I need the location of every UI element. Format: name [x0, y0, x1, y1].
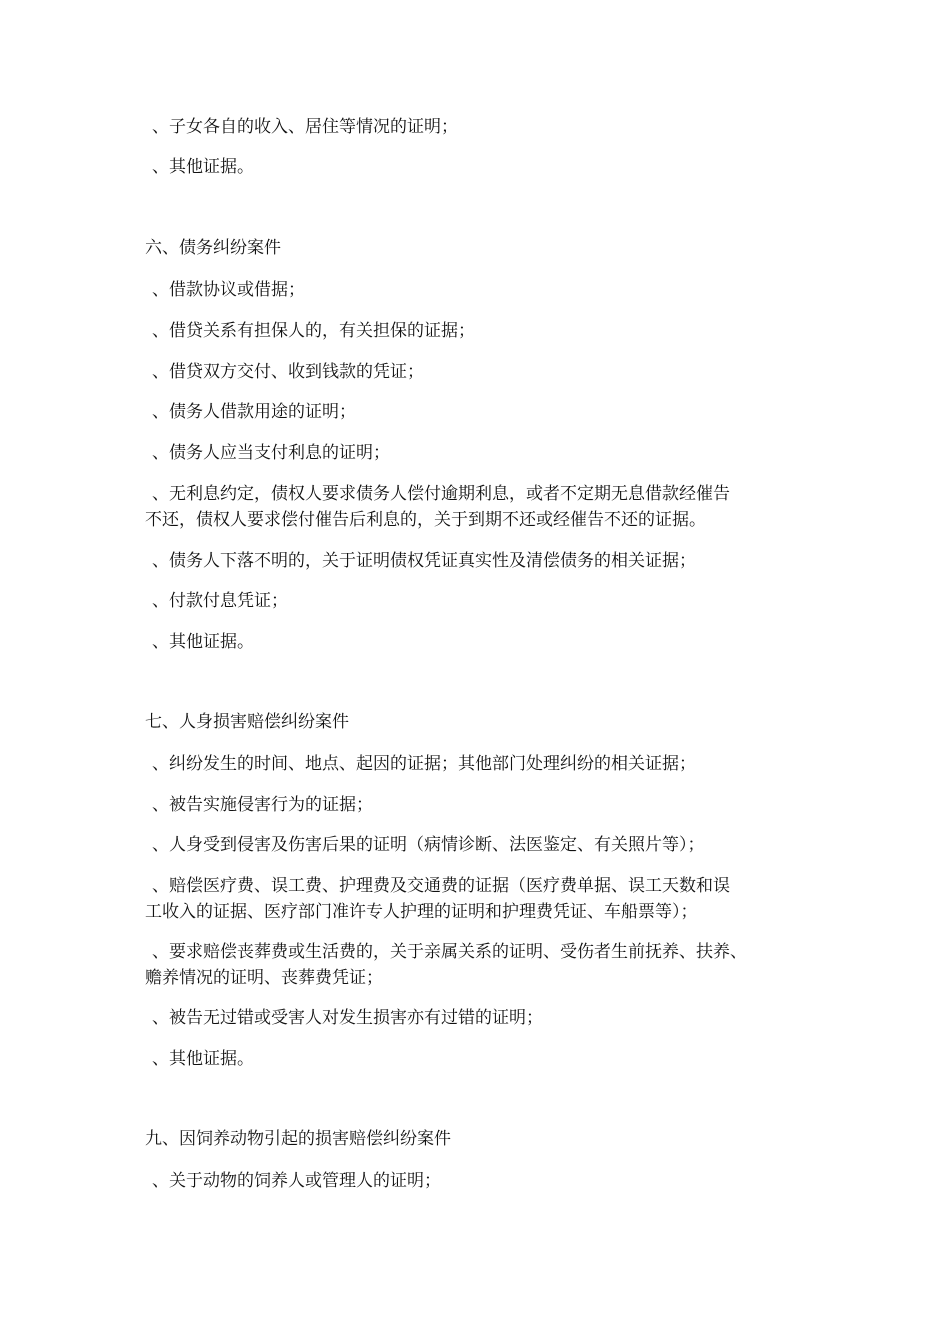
list-item: 、其他证据。: [152, 1049, 254, 1069]
list-item: 、被告无过错或受害人对发生损害亦有过错的证明；: [152, 1008, 543, 1028]
list-item: 、关于动物的饲养人或管理人的证明；: [152, 1171, 441, 1191]
list-item-line: 、要求赔偿丧葬费或生活费的，关于亲属关系的证明、受伤者生前抚养、扶养、: [152, 942, 747, 962]
list-item-line: 工收入的证据、医疗部门准许专人护理的证明和护理费凭证、车船票等）；: [145, 902, 698, 922]
list-item: 、付款付息凭证；: [152, 591, 288, 611]
section-heading: 九、因饲养动物引起的损害赔偿纠纷案件: [145, 1129, 451, 1149]
list-item: 、其他证据。: [152, 632, 254, 652]
list-item: 、债务人借款用途的证明；: [152, 402, 356, 422]
list-item-line: 赡养情况的证明、丧葬费凭证；: [145, 968, 383, 988]
list-item-line: 不还，债权人要求偿付催告后利息的，关于到期不还或经催告不还的证据。: [145, 510, 706, 530]
list-item: 、人身受到侵害及伤害后果的证明（病情诊断、法医鉴定、有关照片等）；: [152, 835, 705, 855]
list-item: 、债务人下落不明的，关于证明债权凭证真实性及清偿债务的相关证据；: [152, 551, 696, 571]
section-heading: 七、人身损害赔偿纠纷案件: [145, 712, 349, 732]
section-heading: 六、债务纠纷案件: [145, 238, 281, 258]
list-item: 、债务人应当支付利息的证明；: [152, 443, 390, 463]
list-item-line: 、无利息约定，债权人要求债务人偿付逾期利息，或者不定期无息借款经催告: [152, 484, 730, 504]
list-item: 、借贷关系有担保人的，有关担保的证据；: [152, 321, 475, 341]
list-item: 、被告实施侵害行为的证据；: [152, 795, 373, 815]
list-item: 、子女各自的收入、居住等情况的证明；: [152, 117, 458, 137]
list-item: 、借款协议或借据；: [152, 280, 305, 300]
list-item: 、纠纷发生的时间、地点、起因的证据；其他部门处理纠纷的相关证据；: [152, 754, 696, 774]
list-item: 、其他证据。: [152, 157, 254, 177]
list-item-line: 、赔偿医疗费、误工费、护理费及交通费的证据（医疗费单据、误工天数和误: [152, 876, 730, 896]
list-item: 、借贷双方交付、收到钱款的凭证；: [152, 362, 424, 382]
